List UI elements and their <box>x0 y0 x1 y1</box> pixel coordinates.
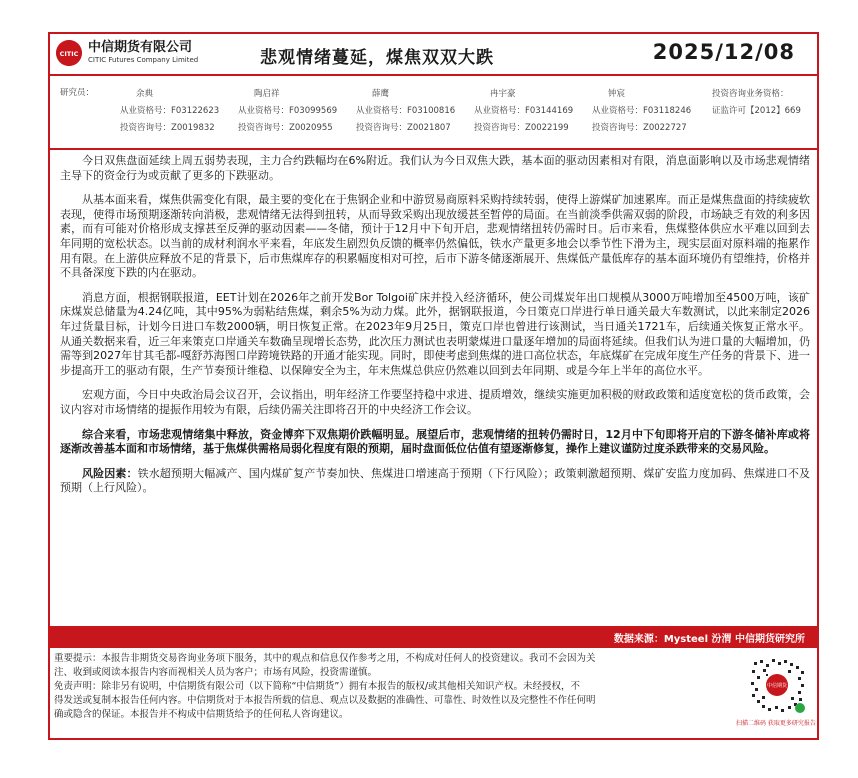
analyst-name: 冉宇豪 <box>490 89 516 99</box>
report-date: 2025/12/08 <box>652 40 795 64</box>
analyst-role-label: 研究员： <box>60 88 95 98</box>
analyst-name: 余典 <box>136 89 154 99</box>
analyst-invest-cert: 投资咨询号：Z0019832 <box>120 123 215 133</box>
analyst-section <box>50 76 817 150</box>
permit-block <box>712 86 801 120</box>
analyst-invest-cert: 投资咨询号：Z0022727 <box>592 123 687 133</box>
analyst-invest-cert: 投资咨询号：Z0020955 <box>238 123 333 133</box>
svg-text:中信期货: 中信期货 <box>766 683 788 689</box>
qr-code-icon[interactable] <box>748 656 806 714</box>
disclaimer-line: 得发送或复制本报告任何内容。中信期货对于本报告所载的信息、观点以及数据的准确性、可靠性、时效性以及完整性不作任何明 <box>54 695 596 706</box>
report-header <box>50 34 817 76</box>
analyst-invest-cert: 投资咨询号：Z0022199 <box>474 123 569 133</box>
disclaimer-line: 免责声明：除非另有说明，中信期货有限公司（以下简称“中信期货”）拥有本报告的版权/或其他相关知识产权。未经授权，不 <box>54 681 581 692</box>
analyst-entry <box>356 86 455 137</box>
citic-logo-icon <box>56 40 82 66</box>
svg-text:CITIC: CITIC <box>59 50 79 58</box>
analyst-practice-cert: 从业资格号：F03122623 <box>120 106 220 116</box>
analyst-entry <box>592 86 691 137</box>
data-source-text: 数据来源：Mysteel 汾渭 中信期货研究所 <box>613 634 805 645</box>
paragraph-risk <box>60 467 810 496</box>
report-body <box>60 154 810 496</box>
analyst-name: 钟宸 <box>608 89 626 99</box>
brand-name <box>88 40 198 65</box>
analyst-invest-cert: 投资咨询号：Z0021807 <box>356 123 451 133</box>
data-source-bar <box>50 626 817 648</box>
brand-name-en: CITIC Futures Company Limited <box>88 56 199 64</box>
analyst-practice-cert: 从业资格号：F03144169 <box>474 106 574 116</box>
analyst-practice-cert: 从业资格号：F03099569 <box>238 106 338 116</box>
report-frame <box>48 32 819 740</box>
disclaimer-line: 确或隐含的保证。本报告并不构成中信期货给予的任何私人咨询建议。 <box>54 709 349 720</box>
paragraph-fundamentals: 从基本面来看，煤焦供需变化有限，最主要的变化在于焦钢企业和中游贸易商原料采购持续转弱，使得上游煤矿加速累库。而正是煤焦盘面的持续疲软表现，使得市场预期逐渐转向消极，悲观情绪无法得到扭转，从而导致采购出现放缓甚至暂停的局面。在当前淡季供需双弱的阶段，市场缺乏有效的利多因素，而有可能对价格形成支撑甚至反弹的驱动因素——冬储，预计于12月中下旬开启，悲观情绪扭转仍需时日。后市来看，焦煤整体供应水平难以回到去年同期的宽松状态。以当前的成材利润水平来看，年底发生剧烈负反馈的概率仍然偏低，铁水产量更多地会以季节性下滑为主，现实层面对原料端的拖累作用有限。在上游供应释放不足的背景下，后市焦煤库存的积累幅度相对可控，后市下游冬储逐渐展开、焦煤低产量低库存的基本面环境仍有望维持，价格并不具备深度下跌的内在驱动。 <box>60 193 810 280</box>
paragraph-news: 消息方面，根据钢联报道，EET计划在2026年之前开发Bor Tolgoi矿床并投入经济循环，使公司煤炭年出口规模从3000万吨增加至4500万吨，该矿床煤炭总储量为4.24亿吨，其中95%为弱粘结焦煤，剩余5%为动力煤。此外，据钢联报道，今日策克口岸进行单日通关最大车数测试，以此来制定2026年过货量目标，计划今日进口车数2000辆，明日恢复正常。在2023年9月25日，策克口岸也曾进行该测试，当日通关1721车，后续通关恢复正常水平。从通关数据来看，近三年来策克口岸通关车数确呈现增长态势，此次压力测试也表明蒙煤进口量逐年增加的局面将延续。但我们认为进口量的大幅增加，仍需等到2027年甘其毛都-嘎舒苏海图口岸跨境铁路的开通才能实现。同时，即使考虑到焦煤的进口高位状态，年底煤矿在完成年度生产任务的背景下、进一步提高开工的驱动有限，生产节奏预计维稳、以保障安全为主，年末焦煤总供应仍然难以回到去年同期、或是今年上半年的高位水平。 <box>60 290 810 377</box>
analyst-practice-cert: 从业资格号：F03100816 <box>356 106 456 116</box>
analyst-entry <box>474 86 573 137</box>
disclaimer-line: 注、收到或阅读本报告内容而视相关人员为客户；市场有风险，投资需谨慎。 <box>54 667 378 678</box>
risk-label: 风险因素： <box>82 466 138 480</box>
analyst-entry <box>120 86 219 137</box>
risk-text: 铁水超预期大幅减产、国内煤矿复产节奏加快、焦煤进口增速高于预期（下行风险）；政策刺激超预期、煤矿安监力度加码、焦煤进口不及预期（上行风险）。 <box>60 466 810 495</box>
permit-label: 投资咨询业务资格： <box>712 89 789 99</box>
qr-caption: 扫描二维码 获取更多研究报告 <box>736 720 816 727</box>
permit-value: 证监许可【2012】669 <box>712 106 801 116</box>
analyst-practice-cert: 从业资格号：F03118246 <box>592 106 692 116</box>
disclaimer <box>54 652 720 722</box>
analyst-name: 陶启祥 <box>254 89 280 99</box>
paragraph-summary: 今日双焦盘面延续上周五弱势表现，主力合约跌幅均在6%附近。我们认为今日双焦大跌，基本面的驱动因素相对有限，消息面影响以及市场悲观情绪主导下的资金行为或贡献了更多的下跌驱动。 <box>60 154 810 182</box>
paragraph-macro: 宏观方面，今日中央政治局会议召开，会议指出，明年经济工作要坚持稳中求进、提质增效，继续实施更加积极的财政政策和适度宽松的货币政策，会议内容对市场情绪的提振作用较为有限，后续仍需关注即将召开的中央经济工作会议。 <box>60 388 810 416</box>
disclaimer-line: 重要提示：本报告非期货交易咨询业务项下服务，其中的观点和信息仅作参考之用，不构成对任何人的投资建议。我司不会因为关 <box>54 653 596 664</box>
analyst-entry <box>238 86 337 137</box>
analyst-name: 薛鹰 <box>372 89 390 99</box>
report-title: 悲观情绪蔓延，煤焦双双大跌 <box>260 48 494 68</box>
brand-name-cn: 中信期货有限公司 <box>88 40 193 55</box>
paragraph-conclusion: 综合来看，市场悲观情绪集中释放，资金博弈下双焦期价跌幅明显。展望后市，悲观情绪的扭转仍需时日，12月中下旬即将开启的下游冬储补库或将逐渐改善基本面和市场情绪，基于焦煤供需格局弱化程度有限的预期，届时盘面低位估值有望逐渐修复，操作上建议谨防过度杀跌带来的交易风险。 <box>60 427 810 456</box>
